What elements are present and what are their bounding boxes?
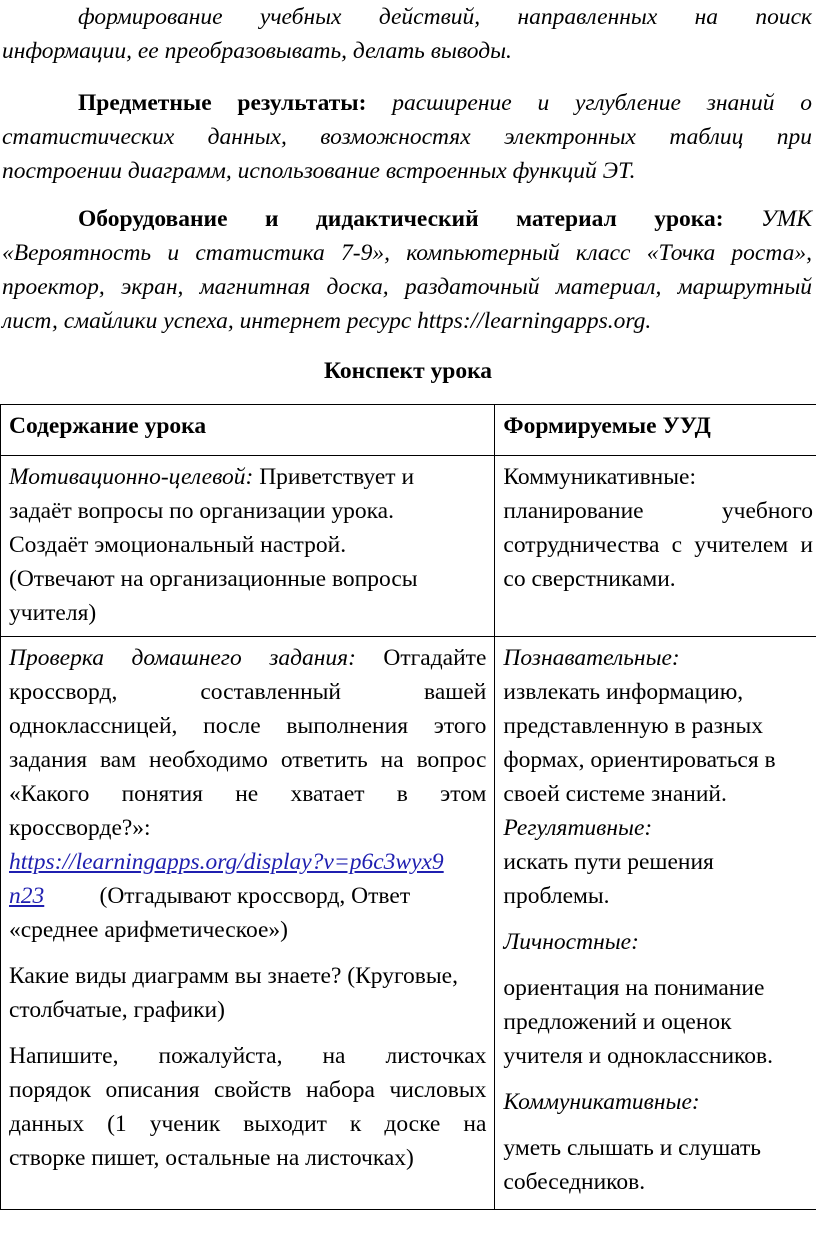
crossword-link[interactable]: https://learningapps.org/display?v=p6c3wyx9 bbox=[9, 849, 444, 875]
intro-paragraph bbox=[2, 0, 812, 68]
uud-label: Коммуникативные: bbox=[503, 1089, 700, 1115]
equipment-line: «Вероятность и статистика 7-9», компьютерный класс «Точка роста», bbox=[2, 240, 812, 266]
uud-label: Личностные: bbox=[503, 929, 639, 955]
lesson-table bbox=[0, 404, 816, 1210]
equipment-line: лист, смайлики успеха, интернет ресурс https://learningapps.org. bbox=[2, 308, 652, 334]
subject-results-paragraph bbox=[2, 86, 812, 188]
subject-results-line: построении диаграмм, использование встроенных функций ЭТ. bbox=[2, 158, 636, 184]
equipment-paragraph bbox=[2, 202, 812, 338]
equipment-label: Оборудование и дидактический материал урока: bbox=[78, 206, 724, 232]
uud-label: Регулятивные: bbox=[503, 815, 653, 841]
intro-line: информации, ее преобразовывать, делать выводы. bbox=[2, 38, 512, 64]
uud-label: Познавательные: bbox=[503, 645, 680, 671]
question-text: Какие виды диаграмм вы знаете? (Круговые, bbox=[9, 963, 458, 989]
crossword-link-continued[interactable]: n23 bbox=[9, 883, 45, 909]
subject-results-text: расширение и углубление знаний о bbox=[392, 90, 812, 116]
section-title: Конспект урока bbox=[323, 358, 493, 384]
stage-label: Мотивационно-целевой: bbox=[9, 464, 254, 490]
table-row: Проверка домашнего задания: Отгадайте кроссворд, составленный вашей одноклассницей, после выполнения этого задания вам необходимо ответить на вопрос «Какого понятия не хватает в этом кроссворде?»: https://learningapps.org/display?v=p6c3wyx9 n23 (Отгадывают кроссворд, Ответ «среднее арифметическое») Какие виды диаграмм вы знаете? (Круговые, столбчатые, графики) Напишите, пожалуйста, на листочках порядок описания свойств набора числовых данных (1 ученик выходит к доске на створке пишет, остальные на листочках) Познавательные: извлекать информацию, представленную в разных формах, ориентироваться в своей системе знаний. Регулятивные: искать пути решения проблемы. Личностные: ориентация на понимание предложений и оценок учителя и одноклассников. Коммуникативные: уметь слышать и слушать собеседников. bbox=[1, 637, 816, 1210]
table-header-row bbox=[1, 405, 816, 456]
stage-label: Проверка домашнего задания: bbox=[9, 645, 356, 671]
equipment-text: УМК bbox=[761, 206, 813, 232]
table-row: Мотивационно-целевой: Приветствует и задаёт вопросы по организации урока. Создаёт эмоциональный настрой. (Отвечают на организационные вопросы учителя) Коммуникативные: планирование учебного сотрудничества с учителем и со сверстниками. bbox=[1, 456, 816, 637]
equipment-line: проектор, экран, магнитная доска, раздаточный материал, маршрутный bbox=[2, 274, 812, 300]
table-header: Содержание урока bbox=[9, 413, 207, 439]
table-header: Формируемые УУД bbox=[503, 413, 711, 439]
intro-line: формирование учебных действий, направленных на поиск bbox=[78, 4, 812, 30]
task-text: Напишите, пожалуйста, на листочках bbox=[9, 1043, 487, 1069]
subject-results-line: статистических данных, возможностях электронных таблиц при bbox=[2, 124, 812, 150]
uud-label: Коммуникативные: bbox=[503, 464, 696, 490]
subject-results-label: Предметные результаты: bbox=[78, 90, 367, 116]
